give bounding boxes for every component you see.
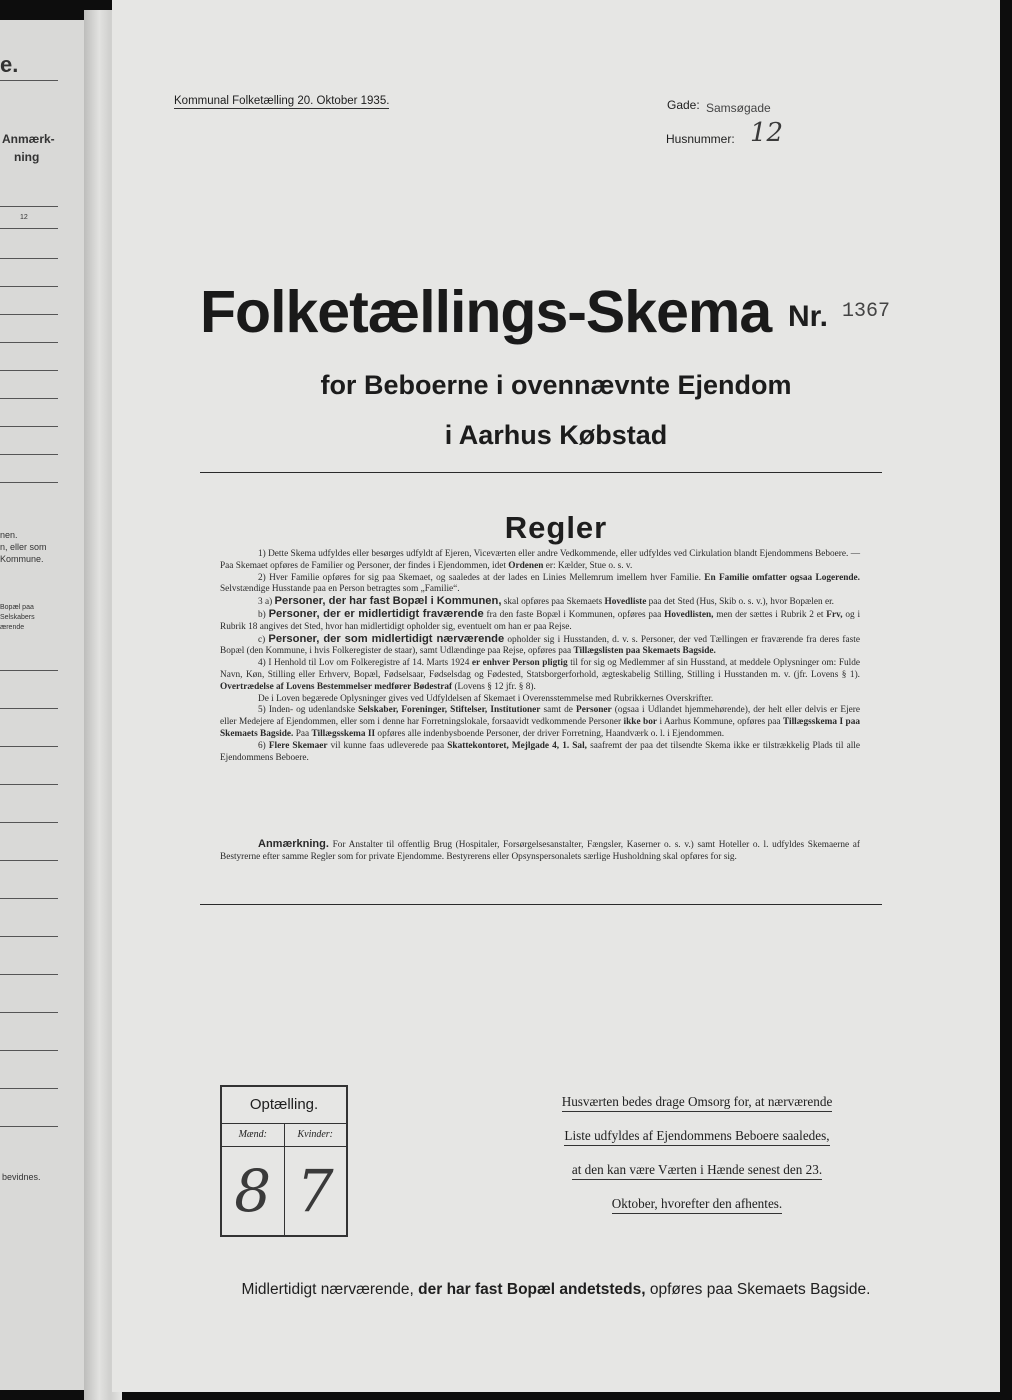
rule-3c: c) Personer, der som midlertidigt nærværende opholder sig i Husstanden, d. v. s. Personer, der ved Tællingen er fraværende fra deres faste Bopæl (den Kommune, i hvis Folkeregister de staar), samt Udlændinge paa Rejse, opføres paa Tillægslisten paa Skemaets Bagside. xyxy=(220,632,860,657)
request-line-4: Oktober, hvorefter den afhentes. xyxy=(612,1196,782,1214)
left-rule xyxy=(0,1126,58,1127)
request-line xyxy=(502,1128,892,1144)
form-number-label: Nr. xyxy=(788,300,829,333)
footer-pre: Midlertidigt nærværende, xyxy=(241,1281,414,1298)
left-rule xyxy=(0,670,58,671)
left-rule xyxy=(0,784,58,785)
form-number-value: 1367 xyxy=(842,300,891,323)
census-form-page xyxy=(112,0,1000,1392)
left-rule xyxy=(0,898,58,899)
left-rule xyxy=(0,708,58,709)
left-rule xyxy=(0,228,58,229)
left-fragment: n, eller som xyxy=(0,542,47,552)
left-rule xyxy=(0,1012,58,1013)
request-line-2: Liste udfyldes af Ejendommens Beboere saaledes, xyxy=(564,1128,829,1146)
left-rule xyxy=(0,286,58,287)
left-fragment: Kommune. xyxy=(0,554,44,564)
left-fragment: Bopæl paa xyxy=(0,604,34,611)
count-values xyxy=(222,1147,346,1235)
left-rule xyxy=(0,80,58,81)
rule-6: 6) Flere Skemaer vil kunne faas udleverede paa Skattekontoret, Mejlgade 4, 1. Sal, saafremt der paa det tilsendte Skema ikke er tilstrækkelig Plads til alle Ejendommens Beboere. xyxy=(220,740,861,763)
divider xyxy=(200,904,882,905)
form-subtitle: for Beboerne i ovennævnte Ejendom xyxy=(320,370,792,400)
husnummer-label: Husnummer: xyxy=(666,132,735,146)
left-rule xyxy=(0,258,58,259)
left-rule xyxy=(0,746,58,747)
note-text xyxy=(220,838,860,863)
left-rule xyxy=(0,398,58,399)
footer-bold: der har fast Bopæl andetsteds, xyxy=(418,1281,646,1298)
form-location: i Aarhus Købstad xyxy=(444,420,668,450)
count-box xyxy=(220,1085,348,1237)
request-line-1: Husværten bedes drage Omsorg for, at nærværende xyxy=(562,1094,833,1112)
request-line-3: at den kan være Værten i Hænde senest den 23. xyxy=(572,1162,822,1180)
count-columns xyxy=(222,1124,346,1147)
women-label: Kvinder: xyxy=(297,1129,334,1140)
left-fragment: ærende xyxy=(0,624,25,631)
left-fragment: Selskabers xyxy=(0,614,35,621)
left-rule xyxy=(0,936,58,937)
left-rule xyxy=(0,426,58,427)
left-rule xyxy=(0,822,58,823)
left-rule xyxy=(0,1050,58,1051)
count-title: Optælling. xyxy=(222,1087,346,1124)
left-rule xyxy=(0,974,58,975)
footer-note xyxy=(112,1281,1000,1299)
request-line xyxy=(502,1162,892,1178)
rule-1: 1) Dette Skema udfyldes eller besørges udfyldt af Ejeren, Viceværten eller andre Vedkommende, eller udfyldes ved Cirkulation blandt Ejendommens Beboere. — Paa Skemaet opføres de Familier og Personer, der findes i Ejendommen, idet Ordenen er: Kælder, Stue o. s. v. xyxy=(220,549,860,571)
form-title: Folketællings-Skema xyxy=(200,279,772,345)
rule-2: 2) Hver Familie opføres for sig paa Skemaet, og saaledes at der lades en Linies Mellemrum imellem hver Familie. En Familie omfatter ogsaa Logerende. Selvstændige Husstande paa en Person betragtes som „Familie“. xyxy=(220,572,861,595)
women-count: 7 xyxy=(296,1157,334,1225)
left-facing-page xyxy=(0,20,84,1390)
left-fragment: e. xyxy=(0,52,19,77)
rule-4: 4) I Henhold til Lov om Folkeregistre af 14. Marts 1924 er enhver Person pligtig til for sig og Medlemmer af sin Husstand, at meddele Oplysninger om: Fulde Navn, Køn, Stilling eller Erhverv, Bopæl, Fødselsaar, Fødselsdag og Fødested, Statsborgerforhold, ægteskabelig Stilling, Stilling i Husstanden m. v. (jfr. Lovens § 1). Overtrædelse af Lovens Bestemmelser medfører Bødestraf (Lovens § 12 jfr. § 8). xyxy=(220,658,860,692)
rule-4-cont: De i Loven begærede Oplysninger gives ved Udfyldelsen af Skemaet i Overensstemmelse med Rubrikkernes Overskrifter. xyxy=(258,693,714,704)
left-rule xyxy=(0,454,58,455)
census-line: Kommunal Folketælling 20. Oktober 1935. xyxy=(174,95,390,107)
request-line xyxy=(502,1196,892,1212)
left-rule xyxy=(0,860,58,861)
left-rule xyxy=(0,342,58,343)
left-fragment: bevidnes. xyxy=(2,1172,41,1182)
left-rule xyxy=(0,370,58,371)
left-rule xyxy=(0,482,58,483)
left-rule xyxy=(0,1088,58,1089)
left-rule xyxy=(0,314,58,315)
rules-heading: Regler xyxy=(504,510,608,545)
rule-3b: b) Personer, der er midlertidigt fraværende fra den faste Bopæl i Kommunen, opføres paa Hovedlisten, men der sættes i Rubrik 2 et Frv, og i Rubrik 18 angives det Sted, hvor han midlertidigt opholder sig, eventuelt om han er paa Rejse. xyxy=(220,607,861,632)
note-body: For Anstalter til offentlig Brug (Hospitaler, Forsørgelsesanstalter, Fængsler, Kaserner o. s. v.) samt Hoteller o. l. udfyldes Skemaerne af Bestyrerne efter samme Regler som for private Ejendomme. Bestyrerens eller Opsynspersonalets særlige Husholdning skal opføres for sig. xyxy=(220,840,860,862)
divider xyxy=(200,472,882,473)
note-label: Anmærkning. xyxy=(258,838,329,850)
rule-5: 5) Inden- og udenlandske Selskaber, Foreninger, Stiftelser, Institutioner samt de Personer (ogsaa i Udlandet hjemmehørende), der helt eller delvis er Ejere eller Medejere af Ejendommen, eller som i denne har Forretningslokale, forsaavidt vedkommende Personer ikke bor i Aarhus Kommune, opføres paa Tillægsskema I paa Skemaets Bagside. Paa Tillægsskema II opføres alle indenbysboende Personer, der driver Forretning, Haandværk o. l. i Ejendommen. xyxy=(220,705,861,739)
rules-text xyxy=(220,549,860,764)
left-fragment: nen. xyxy=(0,530,18,540)
gade-label: Gade: xyxy=(667,98,700,112)
left-fragment: ning xyxy=(14,150,40,164)
men-label: Mænd: xyxy=(222,1124,285,1146)
gade-value: Samsøgade xyxy=(706,101,771,115)
footer-post: opføres paa Skemaets Bagside. xyxy=(649,1281,871,1298)
left-rule xyxy=(0,206,58,207)
rule-3a: 3 a) Personer, der har fast Bopæl i Kommunen, skal opføres paa Skemaets Hovedliste paa det Sted (Hus, Skib o. s. v.), hvor Bopælen er. xyxy=(258,595,834,608)
husnummer-value: 12 xyxy=(750,118,784,148)
men-count: 8 xyxy=(222,1147,285,1235)
left-fragment: Anmærk- xyxy=(2,132,55,146)
request-line xyxy=(502,1094,892,1110)
left-fragment: 12 xyxy=(20,214,28,221)
